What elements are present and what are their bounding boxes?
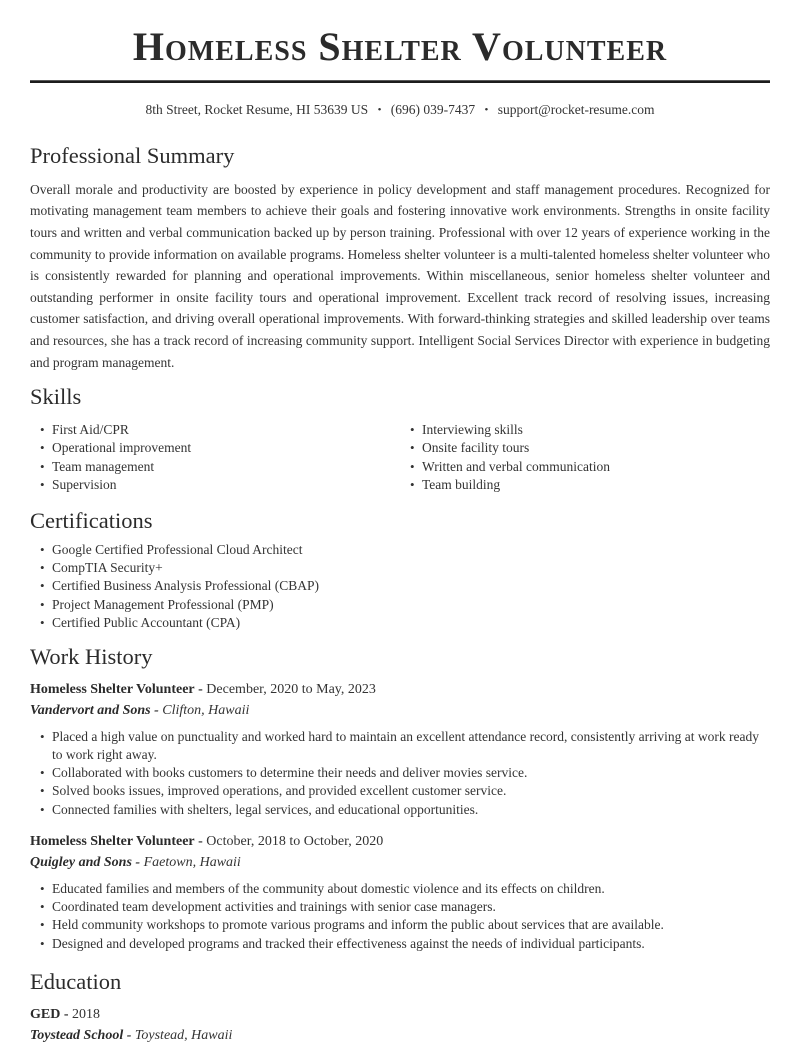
contact-email: support@rocket-resume.com: [497, 102, 655, 117]
skill-item: • Operational improvement: [52, 439, 400, 457]
certification-item: • Certified Public Accountant (CPA): [52, 614, 770, 632]
education-location: Toystead, Hawaii: [134, 1027, 233, 1043]
job-location: Clifton, Hawaii: [162, 702, 250, 718]
skills-list-left: [30, 421, 400, 494]
job-title-line: [30, 682, 770, 698]
certification-item: • Google Certified Professional Cloud Architect: [52, 541, 770, 559]
certification-item: • Certified Business Analysis Professional (CBAP): [52, 577, 770, 595]
job-dates: December, 2020 to May, 2023: [206, 681, 376, 697]
job-bullet: • Placed a high value on punctuality and worked hard to maintain an excellent attendance record, consistently arriving at work ready to work right away.: [52, 728, 770, 764]
section-heading-work-history: Work History: [30, 643, 153, 669]
job-bullet: • Coordinated team development activities and trainings with senior case managers.: [52, 898, 770, 916]
job-entry: [30, 834, 770, 953]
education-degree-line: [30, 1007, 770, 1023]
job-bullet: • Educated families and members of the community about domestic violence and its effects on children.: [52, 880, 770, 898]
dash-separator: -: [198, 833, 203, 849]
contact-separator: •: [484, 104, 489, 116]
job-bullet-list: [30, 728, 770, 819]
job-title: Homeless Shelter Volunteer: [30, 681, 195, 697]
education-school: Toystead School: [30, 1027, 124, 1043]
job-bullet: • Connected families with shelters, legal services, and educational opportunities.: [52, 801, 770, 819]
job-company: Vandervort and Sons: [30, 702, 151, 718]
job-company: Quigley and Sons: [30, 854, 132, 870]
job-bullet: • Collaborated with books customers to determine their needs and deliver movies service.: [52, 764, 770, 782]
dash-separator: -: [135, 854, 141, 870]
dash-separator: -: [63, 1006, 69, 1022]
section-heading-education: Education: [30, 968, 122, 994]
contact-address: 8th Street, Rocket Resume, HI 53639 US: [145, 102, 369, 117]
contact-separator: •: [377, 104, 382, 116]
skill-item: • First Aid/CPR: [52, 421, 400, 439]
job-bullet: • Designed and developed programs and tracked their effectiveness against the needs of individual participants.: [52, 935, 770, 953]
job-title: Homeless Shelter Volunteer: [30, 833, 195, 849]
education-degree: GED: [30, 1006, 61, 1022]
job-bullet: • Held community workshops to promote various programs and inform the public about services that are available.: [52, 916, 770, 934]
job-dates: October, 2018 to October, 2020: [206, 833, 384, 849]
dash-separator: -: [198, 681, 203, 697]
skill-item: • Team building: [422, 476, 770, 494]
professional-summary-text: Overall morale and productivity are boosted by experience in policy development and staff management procedures. Recognized for motivating management team members to achieve their goals and fostering innovative work environments. Strengths in onsite facility tours and written and verbal communication backed up by person training. Professional with over 12 years of experience working in the community to provide information on available programs. Homeless shelter volunteer is a multi-talented homeless shelter volunteer who is consistently rewarded for planning and operational improvements. Within miscellaneous, senior homeless shelter volunteer and outstanding performer in onsite facility tours and operational improvement. Excellent track record of resolving issues, increasing customer satisfaction, and driving overall operational improvements. With forward-thinking strategies and skilled leadership over teams and resources, she has a track record of increasing community support. Intelligent Social Services Director with experience in budgeting and program management.: [30, 181, 770, 370]
section-heading-professional-summary: Professional Summary: [30, 143, 235, 168]
job-bullet: • Solved books issues, improved operations, and provided excellent customer service.: [52, 782, 770, 800]
education-entry: [30, 1007, 770, 1044]
certifications-list: [30, 541, 770, 632]
skills-columns: [30, 414, 770, 494]
job-location: Faetown, Hawaii: [143, 854, 241, 870]
education-school-line: [30, 1028, 770, 1044]
contact-phone: (696) 039-7437: [390, 102, 476, 117]
skill-item: • Team management: [52, 458, 400, 476]
job-bullet-list: [30, 880, 770, 953]
skill-item: • Interviewing skills: [422, 421, 770, 439]
job-entry: [30, 682, 770, 819]
skill-item: • Supervision: [52, 476, 400, 494]
certification-item: • CompTIA Security+: [52, 559, 770, 577]
resume-title: Homeless Shelter Volunteer: [132, 24, 668, 69]
skill-item: • Written and verbal communication: [422, 458, 770, 476]
title-divider-rule: [30, 80, 770, 83]
skills-list-right: [400, 421, 770, 494]
section-heading-skills: Skills: [30, 384, 82, 410]
section-heading-certifications: Certifications: [30, 507, 153, 533]
dash-separator: -: [154, 702, 159, 718]
job-company-line: [30, 855, 770, 871]
job-title-line: [30, 834, 770, 850]
skill-item: • Onsite facility tours: [422, 439, 770, 457]
contact-line: [30, 102, 770, 118]
certification-item: • Project Management Professional (PMP): [52, 596, 770, 614]
education-year: 2018: [72, 1006, 101, 1022]
job-company-line: [30, 703, 770, 719]
dash-separator: -: [126, 1027, 132, 1043]
